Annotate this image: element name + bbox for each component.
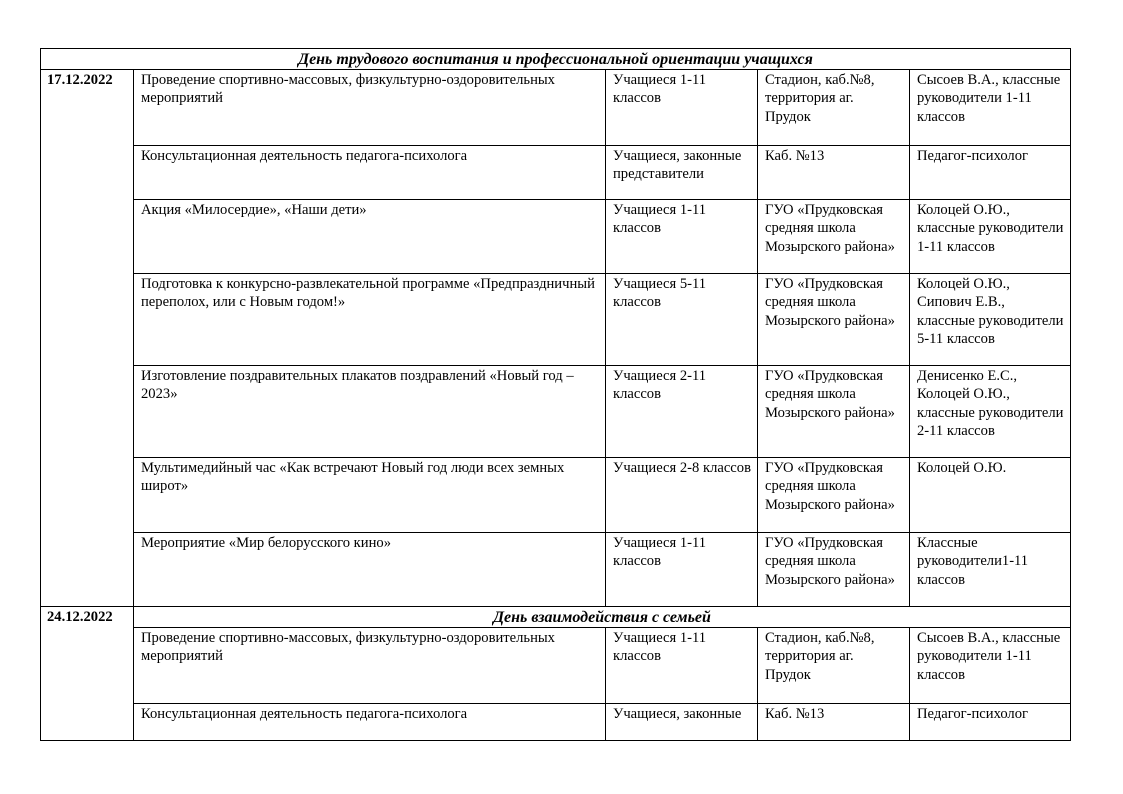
date-cell-empty	[41, 366, 134, 458]
date-cell-empty	[41, 146, 134, 200]
participants-cell: Учащиеся, законные представители	[606, 146, 758, 200]
table-row	[41, 200, 1071, 274]
table-row	[41, 366, 1071, 458]
date-cell: 24.12.2022	[41, 607, 134, 628]
table-row	[41, 458, 1071, 533]
responsible-cell: Классные руководители1-11 классов	[910, 533, 1071, 607]
event-cell: Проведение спортивно-массовых, физкультурно-оздоровительных мероприятий	[134, 70, 606, 146]
participants-cell: Учащиеся 1-11 классов	[606, 70, 758, 146]
participants-cell: Учащиеся, законные	[606, 704, 758, 741]
section-title: День взаимодействия с семьей	[134, 607, 1071, 628]
participants-cell: Учащиеся 1-11 классов	[606, 200, 758, 274]
event-cell: Консультационная деятельность педагога-психолога	[134, 146, 606, 200]
table-row	[41, 146, 1071, 200]
place-cell: ГУО «Прудковская средняя школа Мозырского района»	[758, 366, 910, 458]
place-cell: ГУО «Прудковская средняя школа Мозырского района»	[758, 533, 910, 607]
schedule-table	[40, 48, 1071, 741]
responsible-cell: Денисенко Е.С., Колоцей О.Ю., классные руководители 2-11 классов	[910, 366, 1071, 458]
participants-cell: Учащиеся 2-8 классов	[606, 458, 758, 533]
participants-cell: Учащиеся 1-11 классов	[606, 628, 758, 704]
event-cell: Мультимедийный час «Как встречают Новый год люди всех земных широт»	[134, 458, 606, 533]
date-cell-empty	[41, 628, 134, 704]
schedule-sheet	[40, 48, 1070, 741]
responsible-cell: Сысоев В.А., классные руководители 1-11 классов	[910, 70, 1071, 146]
event-cell: Изготовление поздравительных плакатов поздравлений «Новый год – 2023»	[134, 366, 606, 458]
event-cell: Мероприятие «Мир белорусского кино»	[134, 533, 606, 607]
date-cell-empty	[41, 274, 134, 366]
date-cell: 17.12.2022	[41, 70, 134, 146]
place-cell: Стадион, каб.№8, территория аг. Прудок	[758, 70, 910, 146]
section-header-row	[41, 607, 1071, 628]
place-cell: Стадион, каб.№8, территория аг. Прудок	[758, 628, 910, 704]
place-cell: ГУО «Прудковская средняя школа Мозырского района»	[758, 200, 910, 274]
date-cell-empty	[41, 200, 134, 274]
event-cell: Акция «Милосердие», «Наши дети»	[134, 200, 606, 274]
date-cell-empty	[41, 458, 134, 533]
place-cell: Каб. №13	[758, 704, 910, 741]
table-row	[41, 274, 1071, 366]
event-cell: Подготовка к конкурсно-развлекательной программе «Предпраздничный переполох, или с Новым годом!»	[134, 274, 606, 366]
table-row	[41, 628, 1071, 704]
section-title: День трудового воспитания и профессиональной ориентации учащихся	[41, 49, 1071, 70]
section-header-row	[41, 49, 1071, 70]
table-row	[41, 533, 1071, 607]
place-cell: Каб. №13	[758, 146, 910, 200]
date-cell-empty	[41, 704, 134, 741]
responsible-cell: Педагог-психолог	[910, 146, 1071, 200]
responsible-cell: Педагог-психолог	[910, 704, 1071, 741]
responsible-cell: Колоцей О.Ю., Сипович Е.В., классные руководители 5-11 классов	[910, 274, 1071, 366]
participants-cell: Учащиеся 5-11 классов	[606, 274, 758, 366]
responsible-cell: Колоцей О.Ю., классные руководители 1-11 классов	[910, 200, 1071, 274]
responsible-cell: Колоцей О.Ю.	[910, 458, 1071, 533]
event-cell: Проведение спортивно-массовых, физкультурно-оздоровительных мероприятий	[134, 628, 606, 704]
table-row	[41, 704, 1071, 741]
place-cell: ГУО «Прудковская средняя школа Мозырского района»	[758, 458, 910, 533]
event-cell: Консультационная деятельность педагога-психолога	[134, 704, 606, 741]
responsible-cell: Сысоев В.А., классные руководители 1-11 классов	[910, 628, 1071, 704]
place-cell: ГУО «Прудковская средняя школа Мозырского района»	[758, 274, 910, 366]
date-cell-empty	[41, 533, 134, 607]
table-row	[41, 70, 1071, 146]
participants-cell: Учащиеся 2-11 классов	[606, 366, 758, 458]
participants-cell: Учащиеся 1-11 классов	[606, 533, 758, 607]
